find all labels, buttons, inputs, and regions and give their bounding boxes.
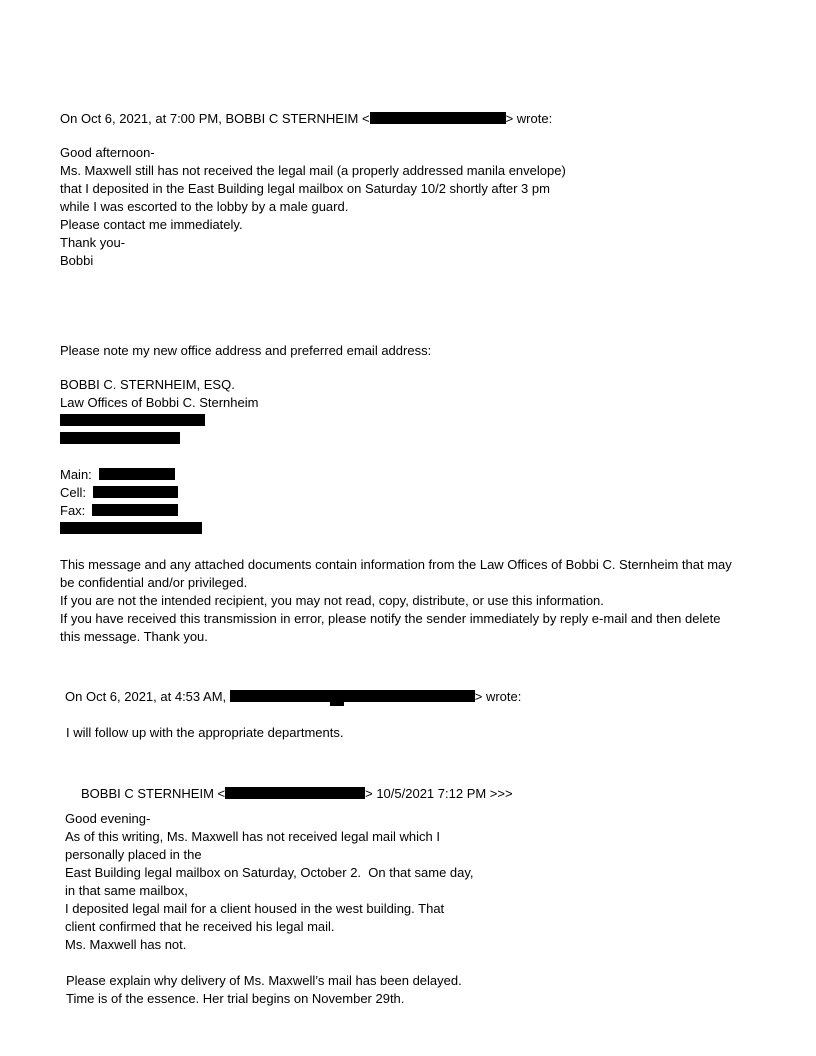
email-1-header-prefix: On Oct 6, 2021, at 7:00 PM, BOBBI C STERNHEIM < — [60, 111, 370, 126]
redaction-bar — [93, 486, 178, 498]
email-3-body-line: As of this writing, Ms. Maxwell has not received legal mail which I — [65, 829, 440, 844]
redaction-bar — [230, 690, 475, 702]
email-2-header-line — [65, 688, 521, 706]
email-2-body-line: I will follow up with the appropriate departments. — [66, 725, 344, 740]
email-1-header-suffix: > wrote: — [505, 111, 553, 126]
signature-firm: Law Offices of Bobbi C. Sternheim — [60, 395, 259, 410]
disclaimer-line: this message. Thank you. — [60, 629, 208, 644]
email-3-body-line: Good evening- — [65, 811, 151, 826]
signature-fax-line — [60, 502, 202, 520]
redaction-bar — [60, 432, 180, 444]
main-label: Main: — [60, 467, 92, 482]
email-3-body-line: in that same mailbox, — [65, 883, 188, 898]
redaction-mark — [330, 702, 344, 706]
signature-main-line — [60, 466, 202, 484]
email-1-body-line: Good afternoon- — [60, 145, 155, 160]
signature-email-line — [60, 520, 202, 538]
email-1-body-line: Ms. Maxwell still has not received the legal mail (a properly addressed manila envelope) — [60, 163, 566, 178]
email-3-header — [81, 785, 513, 803]
email-1-header — [60, 110, 552, 128]
email-3-body-line: client confirmed that he received his legal mail. — [65, 919, 335, 934]
email-3-header-prefix: BOBBI C STERNHEIM < — [81, 786, 226, 801]
redaction-bar — [370, 112, 506, 124]
fax-label: Fax: — [60, 503, 86, 518]
signature-cell-line — [60, 484, 202, 502]
signature-name: BOBBI C. STERNHEIM, ESQ. — [60, 377, 235, 392]
signature-address-line — [60, 412, 258, 430]
redaction-bar — [92, 504, 178, 516]
email-3-body-line: personally placed in the — [65, 847, 202, 862]
disclaimer-line: This message and any attached documents contain information from the Law Offices of Bobbi C. Sternheim that may — [60, 557, 732, 572]
email-1-body — [60, 144, 566, 270]
redaction-bar — [99, 468, 175, 480]
email-1-body-line: Thank you- — [60, 235, 126, 250]
email-3-closing-line: Time is of the essence. Her trial begins on November 29th. — [66, 991, 405, 1006]
redaction-bar — [60, 414, 205, 426]
email-2-body — [66, 724, 343, 742]
email-3-header-line — [81, 785, 513, 803]
email-2-header — [65, 688, 521, 706]
signature-address-line — [60, 430, 258, 448]
email-3-header-suffix: > 10/5/2021 7:12 PM >>> — [365, 786, 513, 801]
email-2-header-suffix: > wrote: — [474, 689, 522, 704]
email-1-body-line: Bobbi — [60, 253, 94, 268]
email-3-closing-line: Please explain why delivery of Ms. Maxwell’s mail has been delayed. — [66, 973, 462, 988]
signature-intro-line: Please note my new office address and preferred email address: — [60, 343, 432, 358]
cell-label: Cell: — [60, 485, 87, 500]
email-3-body-line: I deposited legal mail for a client housed in the west building. That — [65, 901, 445, 916]
email-3-closing — [66, 972, 462, 1008]
signature-name-block — [60, 376, 258, 448]
email-2-header-prefix: On Oct 6, 2021, at 4:53 AM, — [65, 689, 230, 704]
redaction-bar — [225, 787, 365, 799]
disclaimer-line: If you are not the intended recipient, you may not read, copy, distribute, or use this information. — [60, 593, 604, 608]
signature-intro — [60, 342, 431, 360]
email-1-header-line — [60, 110, 552, 128]
disclaimer — [60, 556, 732, 646]
email-3-body — [65, 810, 474, 954]
disclaimer-line: If you have received this transmission in error, please notify the sender immediately by reply e-mail and then delete — [60, 611, 721, 626]
email-3-body-line: Ms. Maxwell has not. — [65, 937, 187, 952]
email-1-body-line: Please contact me immediately. — [60, 217, 243, 232]
signature-contact-block — [60, 466, 202, 538]
email-3-body-line: East Building legal mailbox on Saturday, October 2. On that same day, — [65, 865, 474, 880]
disclaimer-line: be confidential and/or privileged. — [60, 575, 248, 590]
email-1-body-line: that I deposited in the East Building legal mailbox on Saturday 10/2 shortly after 3 pm — [60, 181, 550, 196]
email-1-body-line: while I was escorted to the lobby by a male guard. — [60, 199, 349, 214]
redaction-bar — [60, 522, 202, 534]
